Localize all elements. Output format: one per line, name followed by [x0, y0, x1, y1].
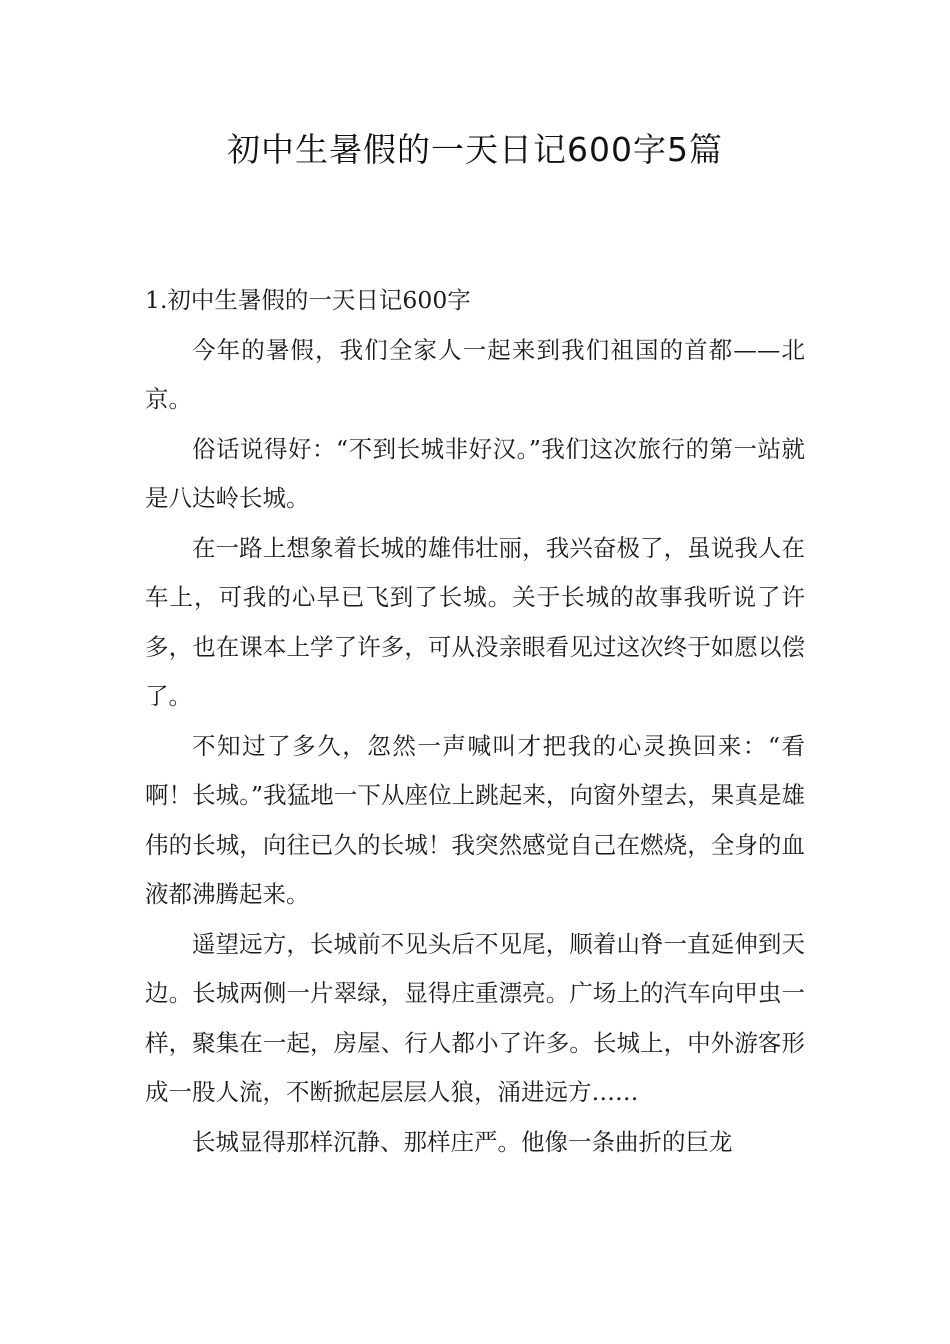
- paragraph-2: 俗话说得好：“不到长城非好汉。”我们这次旅行的第一站就是八达岭长城。: [145, 434, 805, 512]
- paragraph-3: 在一路上想象着长城的雄伟壮丽，我兴奋极了，虽说我人在车上，可我的心早已飞到了长城。关于长城的故事我听说了许多，也在课本上学了许多，可从没亲眼看见过这次终于如愿以偿了。: [145, 533, 805, 710]
- document-title: 初中生暑假的一天日记600字5篇: [227, 130, 723, 169]
- paragraph-1: 今年的暑假，我们全家人一起来到我们祖国的首都——北京。: [145, 335, 805, 413]
- paragraph-6: 长城显得那样沉静、那样庄严。他像一条曲折的巨龙: [192, 1127, 733, 1156]
- section-heading: 1.初中生暑假的一天日记600字: [145, 286, 471, 314]
- paragraph-4: 不知过了多久，忽然一声喊叫才把我的心灵换回来：“看啊！长城。”我猛地一下从座位上跳起来，向窗外望去，果真是雄伟的长城，向往已久的长城！我突然感觉自己在燃烧，全身的血液都沸腾起来。: [145, 731, 805, 908]
- paragraph-5: 遥望远方，长城前不见头后不见尾，顺着山脊一直延伸到天边。长城两侧一片翠绿，显得庄重漂亮。广场上的汽车向甲虫一样，聚集在一起，房屋、行人都小了许多。长城上，中外游客形成一股人流，不断掀起层层人狼，涌进远方……: [145, 929, 805, 1106]
- document-body: [145, 276, 805, 1167]
